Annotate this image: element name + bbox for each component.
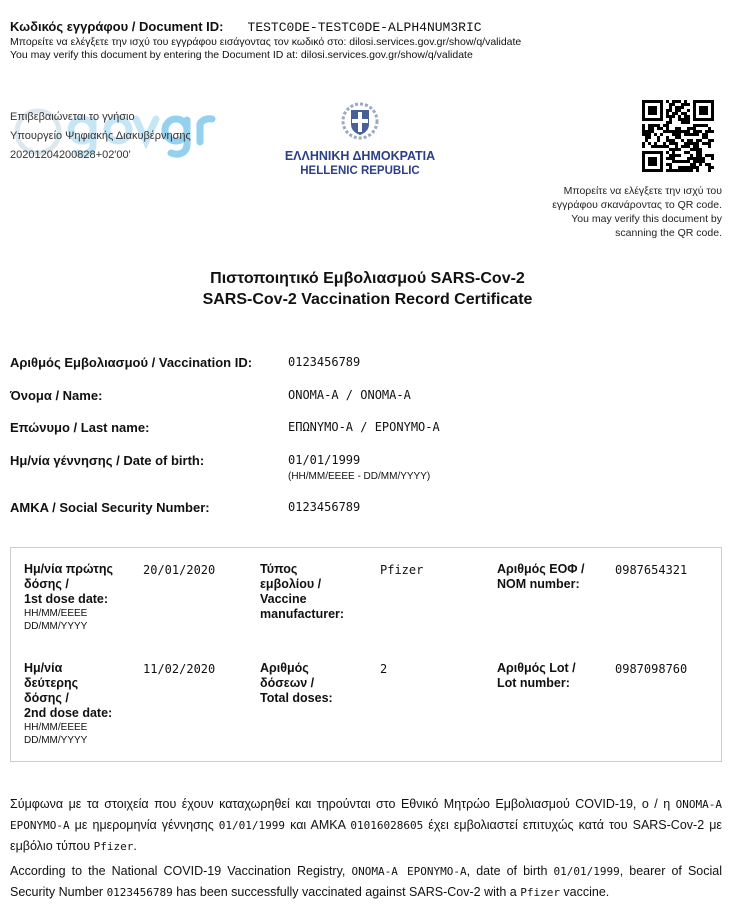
last-name-value: ΕΠΩΝΥΜΟ-Α / EPONYMO-A [288,420,440,434]
name-label: Όνομα / Name: [10,388,103,403]
total-doses-value: 2 [380,662,388,676]
title-gr: Πιστοποιητικό Εμβολιασμού SARS-Cov-2 [210,270,525,287]
hellenic-republic-emblem [275,100,445,177]
vaccination-id-value: 0123456789 [288,355,361,369]
qr-text-3: You may verify this document by [571,213,722,225]
document-id-value: TESTC0DE-TESTC0DE-ALPH4NUM3RIC [247,20,482,35]
qr-text-4: scanning the QR code. [615,227,722,239]
dob-label: Ημ/νία γέννησης / Date of birth: [10,453,205,468]
second-dose-label: Ημ/νία δεύτερης δόσης / 2nd dose date: HH/MM/EEEE DD/MM/YYYY [24,661,113,746]
signature-line-1: Επιβεβαιώνεται το γνήσιο [10,111,135,123]
emblem-text-en: HELLENIC REPUBLIC [300,165,420,177]
eof-number-value: 0987654321 [615,563,688,577]
verify-text-gr: Μπορείτε να ελέγξετε την ισχύ του εγγράφου εισάγοντας τον κωδικό στο: dilosi.services.gov.gr/show/q/validate [10,36,522,48]
dob-value: 01/01/1999 [288,453,361,467]
vaccine-type-value: Pfizer [380,563,424,577]
last-name-label: Επώνυμο / Last name: [10,420,150,435]
eof-number-label: Αριθμός ΕΟΦ / NOM number: [497,562,585,591]
title-en: SARS-Cov-2 Vaccination Record Certificate [202,291,533,308]
verify-text-en: You may verify this document by entering the Document ID at: dilosi.services.gov.gr/show/q/validate [10,49,473,61]
name-value: ONOMA-A / ONOMA-A [288,388,411,402]
digital-signature [10,106,220,166]
emblem-text-gr: ΕΛΛΗΝΙΚΗ ΔΗΜΟΚΡΑΤΙΑ [284,149,436,163]
signature-line-2: Υπουργείο Ψηφιακής Διακυβέρνησης [10,130,191,142]
amka-value: 0123456789 [288,500,361,514]
qr-code [642,100,714,172]
lot-number-value: 0987098760 [615,662,688,676]
amka-label: AMKA / Social Security Number: [10,500,210,515]
signature-line-3: 20201204200828+02'00' [10,149,131,161]
document-id-row [10,18,482,36]
qr-text-1: Μπορείτε να ελέγξετε την ισχύ του [563,185,722,197]
second-dose-value: 11/02/2020 [143,662,216,676]
lot-number-label: Αριθμός Lot / Lot number: [497,661,576,690]
qr-text-2: εγγράφου σκανάροντας το QR code. [552,199,722,211]
first-dose-value: 20/01/2020 [143,563,216,577]
first-dose-label: Ημ/νία πρώτης δόσης / 1st dose date: HH/MM/EEEE DD/MM/YYYY [24,562,113,632]
statement-gr: Σύμφωνα με τα στοιχεία που έχουν καταχωρηθεί και τηρούνται στο Εθνικό Μητρώο Εμβολιασμού COVID-19, ο / η ONOMA-A EPONYMO-A με ημερομηνία γέννησης 01/01/1999 και ΑΜΚΑ 01016028605 έχει εμβολιαστεί επιτυχώς κατά του SARS-Cov-2 με εμβόλιο τύπου Pfizer. [10,797,722,853]
coat-of-arms-icon [340,100,380,142]
page-title [0,268,735,310]
dose-details-box [10,547,722,762]
statement-en: According to the National COVID-19 Vaccination Registry, ONOMA-A EPONYMO-A, date of birth 01/01/1999, bearer of Social Security Number 0123456789 has been successfully vaccinated against SARS-Cov-2 with a Pfizer vaccine. [10,864,722,899]
statements [10,794,722,903]
document-id-label: Κωδικός εγγράφου / Document ID: [10,19,224,34]
dob-format-hint: (HH/MM/EEEE - DD/MM/YYYY) [288,471,431,482]
vaccine-type-label: Τύπος εμβολίου / Vaccine manufacturer: [260,562,345,621]
vaccination-id-label: Αριθμός Εμβολιασμού / Vaccination ID: [10,355,253,370]
total-doses-label: Αριθμός δόσεων / Total doses: [260,661,333,705]
